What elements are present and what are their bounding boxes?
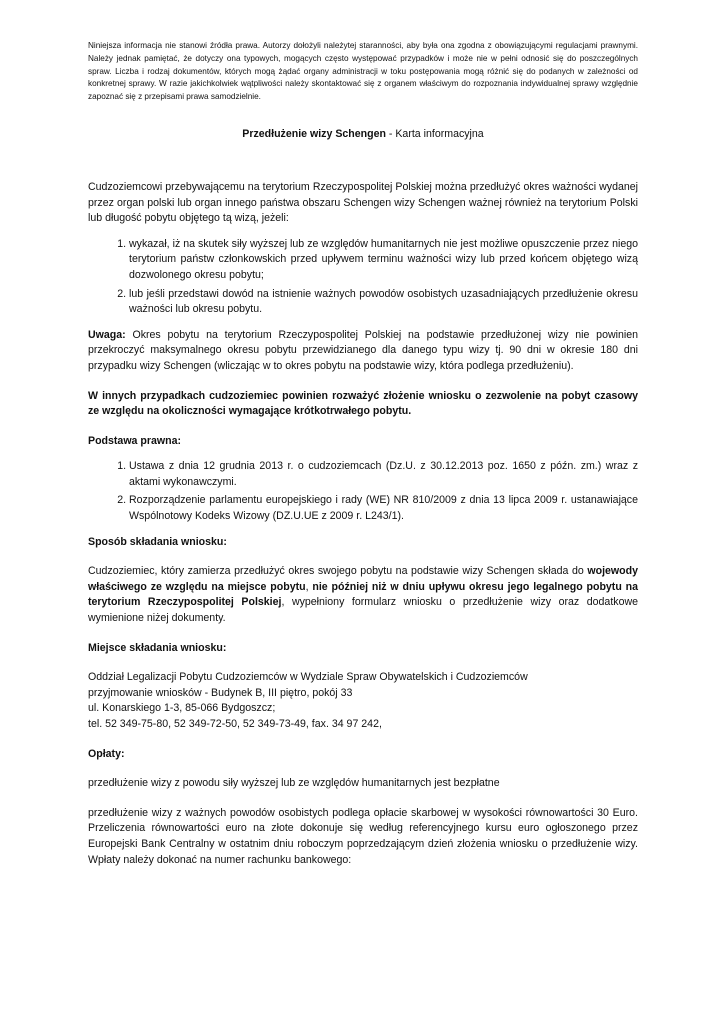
- fees-paid: przedłużenie wizy z ważnych powodów osobistych podlega opłacie skarbowej w wysokości równowartości 30 Euro. Przeliczenia równowartości euro na złote dokonuje się według referencyjnego kursu euro ogłoszonego przez Europejski Bank Centralny w ostatnim dniu roboczym poprzedzającym dzień złożenia wniosku o przedłużenie wizy. Wpłaty należy dokonać na numer rachunku bankowego:: [88, 806, 638, 866]
- fees-free: przedłużenie wizy z powodu siły wyższej lub ze względów humanitarnych jest bezpłatne: [88, 777, 500, 790]
- note-paragraph: [88, 328, 638, 375]
- list-item: 1. Ustawa z dnia 12 grudnia 2013 r. o cudzoziemcach (Dz.U. z 30.12.2013 poz. 1650 z późn. zm.) wraz z aktami wykonawczymi.: [129, 459, 638, 490]
- submission-bold1: wojewody właściwego ze względu na miejsce pobytu: [88, 565, 638, 593]
- submission-bold2: nie później niż w dniu upływu okresu jego legalnego pobytu na terytorium Rzeczypospolitej Polskiej: [88, 580, 639, 609]
- list-item: 2. Rozporządzenie parlamentu europejskiego i rady (WE) NR 810/2009 z dnia 13 lipca 2009 r. ustanawiające Wspólnotowy Kodeks Wizowy (DZ.U.UE z 2009 r. L243/1).: [129, 493, 638, 524]
- address-line: ul. Konarskiego 1-3, 85-066 Bydgoszcz;: [88, 702, 276, 715]
- place-address: [88, 670, 638, 732]
- submission-paragraph: [88, 564, 638, 626]
- submission-part1: Cudzoziemiec, który zamierza przedłużyć okres swojego pobytu na podstawie wizy Schengen składa do: [88, 565, 588, 578]
- address-line: tel. 52 349-75-80, 52 349-72-50, 52 349-73-49, fax. 34 97 242,: [88, 718, 382, 731]
- note-label: Uwaga:: [88, 328, 126, 341]
- conditions-list: [88, 237, 638, 318]
- other-cases-paragraph: W innych przypadkach cudzoziemiec powinien rozważyć złożenie wniosku o zezwolenie na pobyt czasowy ze względu na okoliczności wymagające krótkotrwałego pobytu.: [88, 389, 638, 418]
- fees-heading: Opłaty:: [88, 747, 125, 760]
- legal-basis-heading: Podstawa prawna:: [88, 434, 182, 447]
- submission-heading: Sposób składania wniosku:: [88, 535, 227, 548]
- document-page: [88, 40, 638, 868]
- title-rest: - Karta informacyjna: [385, 127, 484, 140]
- list-item: 2. lub jeśli przedstawi dowód na istnienie ważnych powodów osobistych uzasadniających przedłużenie okresu ważności lub okresu pobytu.: [129, 287, 638, 318]
- place-heading: Miejsce składania wniosku:: [88, 641, 227, 654]
- submission-part2: ,: [305, 580, 313, 593]
- legal-basis-list: [88, 459, 638, 524]
- note-text: Okres pobytu na terytorium Rzeczypospolitej Polskiej na podstawie przedłużonej wizy nie powinien przekroczyć maksymalnego okresu pobytu przewidzianego dla danego typu wizy tj. 90 dni w okresie 180 dni przypadku wizy Schengen (wliczając w to okres pobytu na podstawie wizy, która podlega przedłużeniu).: [88, 328, 638, 372]
- list-item: 1. wykazał, iż na skutek siły wyższej lub ze względów humanitarnych nie jest możliwe opuszczenie przez niego terytorium państw członkowskich przed upływem terminu ważności wizy lub przed końcem objętego wizą dozwolonego okresu pobytu;: [129, 237, 638, 284]
- disclaimer: Niniejsza informacja nie stanowi źródła prawa. Autorzy dołożyli należytej staranności, aby była ona zgodna z obowiązującymi regulacjami prawnymi. Należy jednak pamiętać, że dotyczy ona typowych, mogących często występować przypadków i może nie w pełni odnosić się do poszczególnych spraw. Liczba i rodzaj dokumentów, których mogą żądać organy administracji w toku postępowania mogą różnić się do podanych w zależności od konkretnej sprawy. W razie jakichkolwiek wątpliwości należy skontaktować się z organem właściwym do rozpoznania indywidualnej sprawy względnie zapoznać się z przepisami prawa samodzielnie.: [88, 41, 638, 102]
- submission-part3: , wypełniony formularz wniosku o przedłużenie wizy oraz dodatkowe wymienione niżej dokumenty.: [88, 596, 639, 625]
- title-bold: Przedłużenie wizy Schengen: [242, 127, 386, 140]
- address-line: Oddział Legalizacji Pobytu Cudzoziemców w Wydziale Spraw Obywatelskich i Cudzoziemców: [88, 671, 528, 684]
- document-title: [88, 128, 638, 140]
- intro-paragraph: Cudzoziemcowi przebywającemu na terytorium Rzeczypospolitej Polskiej można przedłużyć okres ważności wydanej przez organ polski lub organ innego państwa obszaru Schengen wizy Schengen ważnej również na terytorium Polski lub długość pobytu objętego tą wizą, jeżeli:: [88, 180, 638, 225]
- address-line: przyjmowanie wniosków - Budynek B, III piętro, pokój 33: [88, 686, 353, 699]
